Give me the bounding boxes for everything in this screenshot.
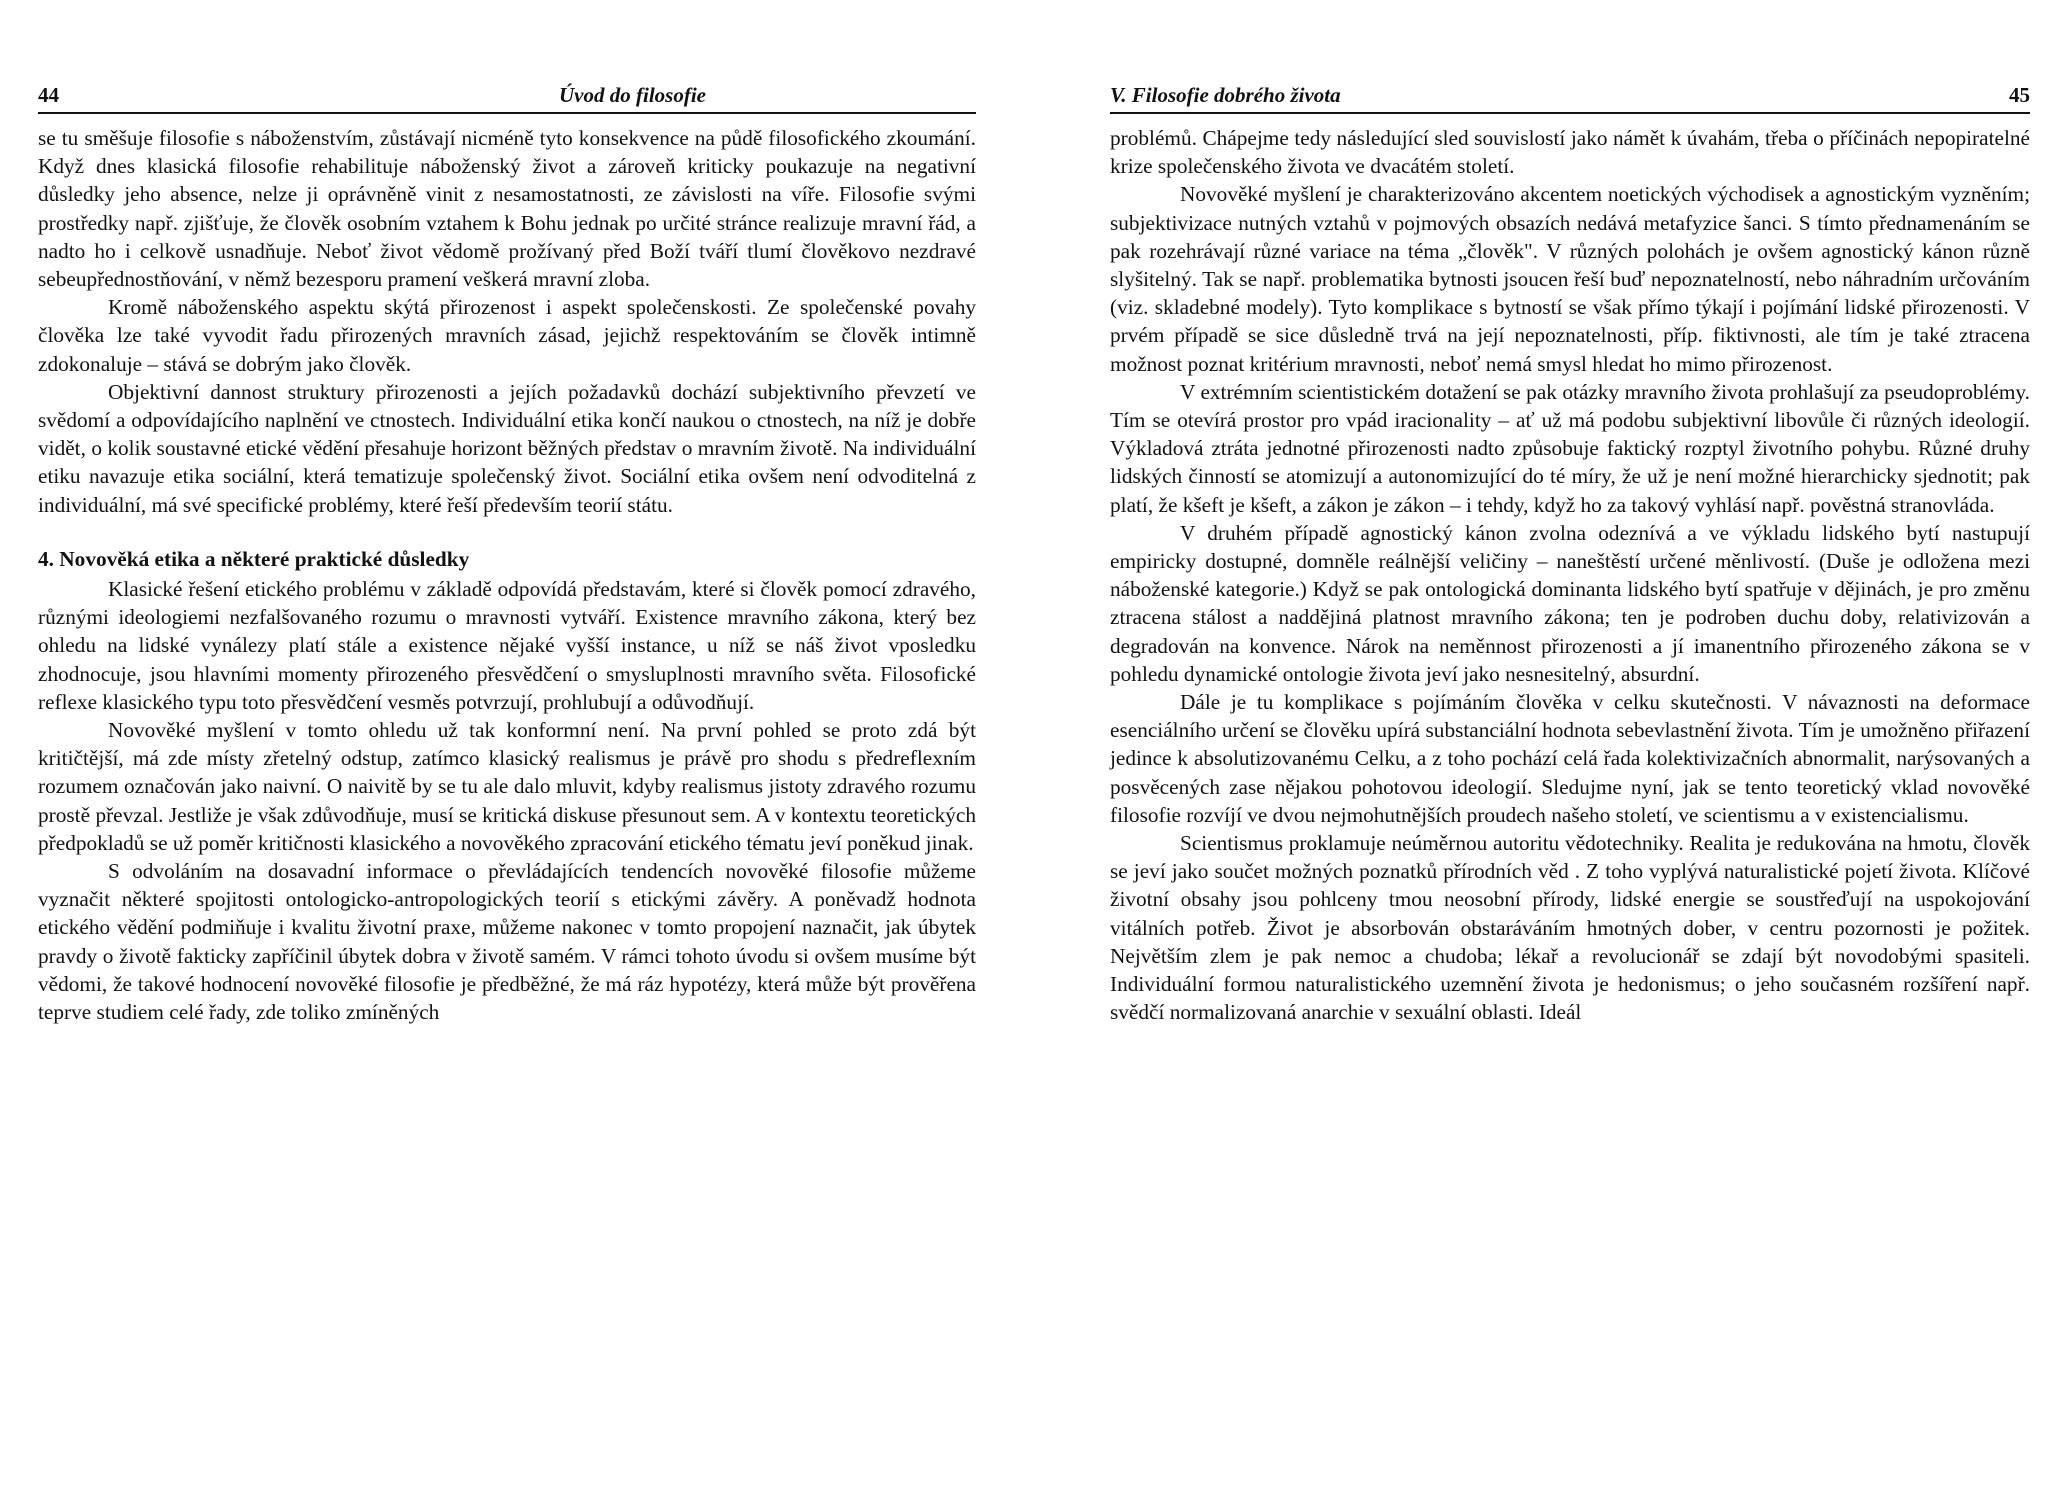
paragraph: V extrémním scientistickém dotažení se pak otázky mravního života prohlašují za pseudoproblémy. Tím se otevírá prostor pro vpád iracionality – ať už má podobu subjektivní libovůle či různých ideologií. Výkladová ztráta jednotné přirozenosti nadto způsobuje faktický rozptyl životního pohybu. Různé druhy lidských činností se atomizují a autonomizující do té míry, že už je není možné hierarchicky sjednotit; pak platí, že kšeft je kšeft, a zákon je zákon – i tehdy, když ho za takový vyhlásí např. pověstná stranovláda. bbox=[1110, 379, 2030, 517]
right-page bbox=[1110, 80, 2030, 1027]
paragraph: Dále je tu komplikace s pojímáním člověka v celku skutečnosti. V návaznosti na deformace esenciálního určení se člověku upírá substanciální hodnota sebevlastnění života. Tím je umožněno přiřazení jedince k absolutizovanému Celku, a z toho pochází celá řada kolektivizačních abnormalit, narýsovaných a posvěcených zase nějakou pohotovou ideologií. Sledujme nyní, jak se tento teoretický vklad novověké filosofie rozvíjí ve dvou nejmohutnějších proudech našeho století, ve scientismu a v existencialismu. bbox=[1110, 690, 2030, 827]
section-heading: 4. Novověká etika a některé praktické důsledky bbox=[38, 546, 470, 571]
paragraph: Objektivní dannost struktury přirozenosti a jejích požadavků dochází subjektivního převzetí ve svědomí a odpovídajícího naplnění ve ctnostech. Individuální etika končí naukou o ctnostech, na níž je dobře vidět, o kolik soustavné etické vědění přesahuje horizont běžných představ o mravním životě. Na individuální etiku navazuje etika sociální, která tematizuje společenský život. Sociální etika ovšem není odvoditelná z individuální, má své specifické problémy, které řeší především teorií státu. bbox=[38, 379, 976, 517]
left-page-body bbox=[38, 124, 976, 1026]
page-number: 44 bbox=[38, 83, 59, 107]
paragraph: Scientismus proklamuje neúměrnou autoritu vědotechniky. Realita je redukována na hmotu, člověk se jeví jako součet možných poznatků přírodních věd . Z toho vyplývá naturalistické pojetí života. Klíčové životní obsahy jsou pohlceny tmou neosobní přírody, lidské energie se soustřeďují na uspokojování vitálních potřeb. Život je absorbován obstaráváním hmotných dober, v centru pozornosti je požitek. Největším zlem je pak nemoc a chudoba; lékař a revolucionář se zdají být novodobými spasiteli. Individuální formou naturalistického uzemnění života je hedonismus; o jeho současném rozšíření např. svědčí normalizovaná anarchie v sexuální oblasti. Ideál bbox=[1110, 831, 2030, 1025]
right-page-body bbox=[1110, 124, 2030, 1027]
paragraph: V druhém případě agnostický kánon zvolna odeznívá a ve výkladu lidského bytí nastupují empiricky dostupné, domněle reálnější veličiny – naneštěstí určené měnlivostí. (Duše je odložena mezi náboženské kategorie.) Když se pak ontologická dominanta lidského bytí spatřuje v dějinách, je pro změnu ztracena stálost a naddějiná platnost mravního zákona; ten je podroben duchu doby, relativizován a degradován na konvence. Nárok na neměnnost přirozenosti a jí imanentního přirozeného zákona se v pohledu dynamické ontologie života jeví jako nesnesitelný, absurdní. bbox=[1110, 520, 2030, 686]
paragraph: Novověké myšlení je charakterizováno akcentem noetických východisek a agnostickým vyzněním; subjektivizace nutných vztahů v pojmových obsazích nedává metafyzice šanci. S tímto přednamenáním se pak rozehrávají různé variace na téma „člověk". V různých polohách je ovšem agnostický kánon různě slyšitelný. Tak se např. problematika bytnosti jsoucen řeší buď nepoznatelností, nebo náhradním určováním (viz. skladebné modely). Tyto komplikace s bytností se však přímo týkají i pojímání lidské přirozenosti. V prvém případě se sice důsledně trvá na její nepoznatelnosti, příp. fiktivnosti, ale tím je také ztracena možnost poznat kritérium mravnosti, neboť nemá smysl hledat ho mimo přirozenost. bbox=[1110, 182, 2030, 376]
left-page-header bbox=[38, 80, 976, 114]
paragraph: Novověké myšlení v tomto ohledu už tak konformní není. Na první pohled se proto zdá být kritičtější, má zde místy zřetelný odstup, zatímco klasický realismus je právě pro shodu s předreflexním rozumem označován jako naivní. O naivitě by se tu ale dalo mluvit, kdyby realismus jistoty zdravého rozumu prostě převzal. Jestliže je však zdůvodňuje, musí se kritická diskuse přesunout sem. A v kontextu teoretických předpokladů se už poměr kritičnosti klasického a novověkého zpracování etického tématu jeví poněkud jinak. bbox=[38, 718, 976, 855]
paragraph: Kromě náboženského aspektu skýtá přirozenost i aspekt společenskosti. Ze společenské povahy člověka lze také vyvodit řadu přirozených mravních zásad, jejichž respektováním se člověk intimně zdokonaluje – stává se dobrým jako člověk. bbox=[38, 295, 976, 376]
paragraph: problémů. Chápejme tedy následující sled souvislostí jako námět k úvahám, třeba o příčinách nepopiratelné krize společenského života ve dvacátém století. bbox=[1110, 126, 2030, 179]
paragraph: se tu směšuje filosofie s náboženstvím, zůstávají nicméně tyto konsekvence na půdě filosofického zkoumání. Když dnes klasická filosofie rehabilituje náboženský život a zároveň kriticky poukazuje na negativní důsledky jeho absence, nelze ji oprávněně vinit z nesamostatnosti, ze závislosti na víře. Filosofie svými prostředky např. zjišťuje, že člověk osobním vztahem k Bohu jednak po určité stránce realizuje mravní řád, a nadto ho i celkově usnadňuje. Neboť život vědomě prožívaný před Boží tváří tlumí člověkovo nezdravé sebeupřednostňování, v němž bezesporu pramení veškerá mravní zloba. bbox=[38, 126, 976, 292]
paragraph: Klasické řešení etického problému v základě odpovídá představám, které si člověk pomocí zdravého, různými ideologiemi nezfalšovaného rozumu o mravnosti vytváří. Existence mravního zákona, který bez ohledu na lidské vynálezy platí stále a existence nějaké vyšší instance, u níž se náš život vposledku zhodnocuje, jsou hlavními momenty přirozeného přesvědčení o smysluplnosti mravního světa. Filosofické reflexe klasického typu toto přesvědčení vesměs potvrzují, prohlubují a odůvodňují. bbox=[38, 577, 976, 714]
right-page-header bbox=[1110, 80, 2030, 114]
paragraph: S odvoláním na dosavadní informace o převládajících tendencích novověké filosofie můžeme vyznačit některé spojitosti ontologicko-antropologických teorií s etickými závěry. A poněvadž hodnota etického vědění podmiňuje i kvalitu životní praxe, můžeme nakonec v tomto propojení naznačit, jak úbytek pravdy o životě fakticky zapříčinil úbytek dobra v životě samém. V rámci tohoto úvodu si ovšem musíme být vědomi, že takové hodnocení novověké filosofie je předběžné, že má ráz hypotézy, která může být prověřena teprve studiem celé řady, zde toliko zmíněných bbox=[38, 859, 976, 1025]
page-number: 45 bbox=[2009, 83, 2030, 107]
running-head: Úvod do filosofie bbox=[559, 83, 706, 107]
left-page bbox=[38, 80, 976, 1026]
running-head: V. Filosofie dobrého života bbox=[1110, 83, 1341, 107]
